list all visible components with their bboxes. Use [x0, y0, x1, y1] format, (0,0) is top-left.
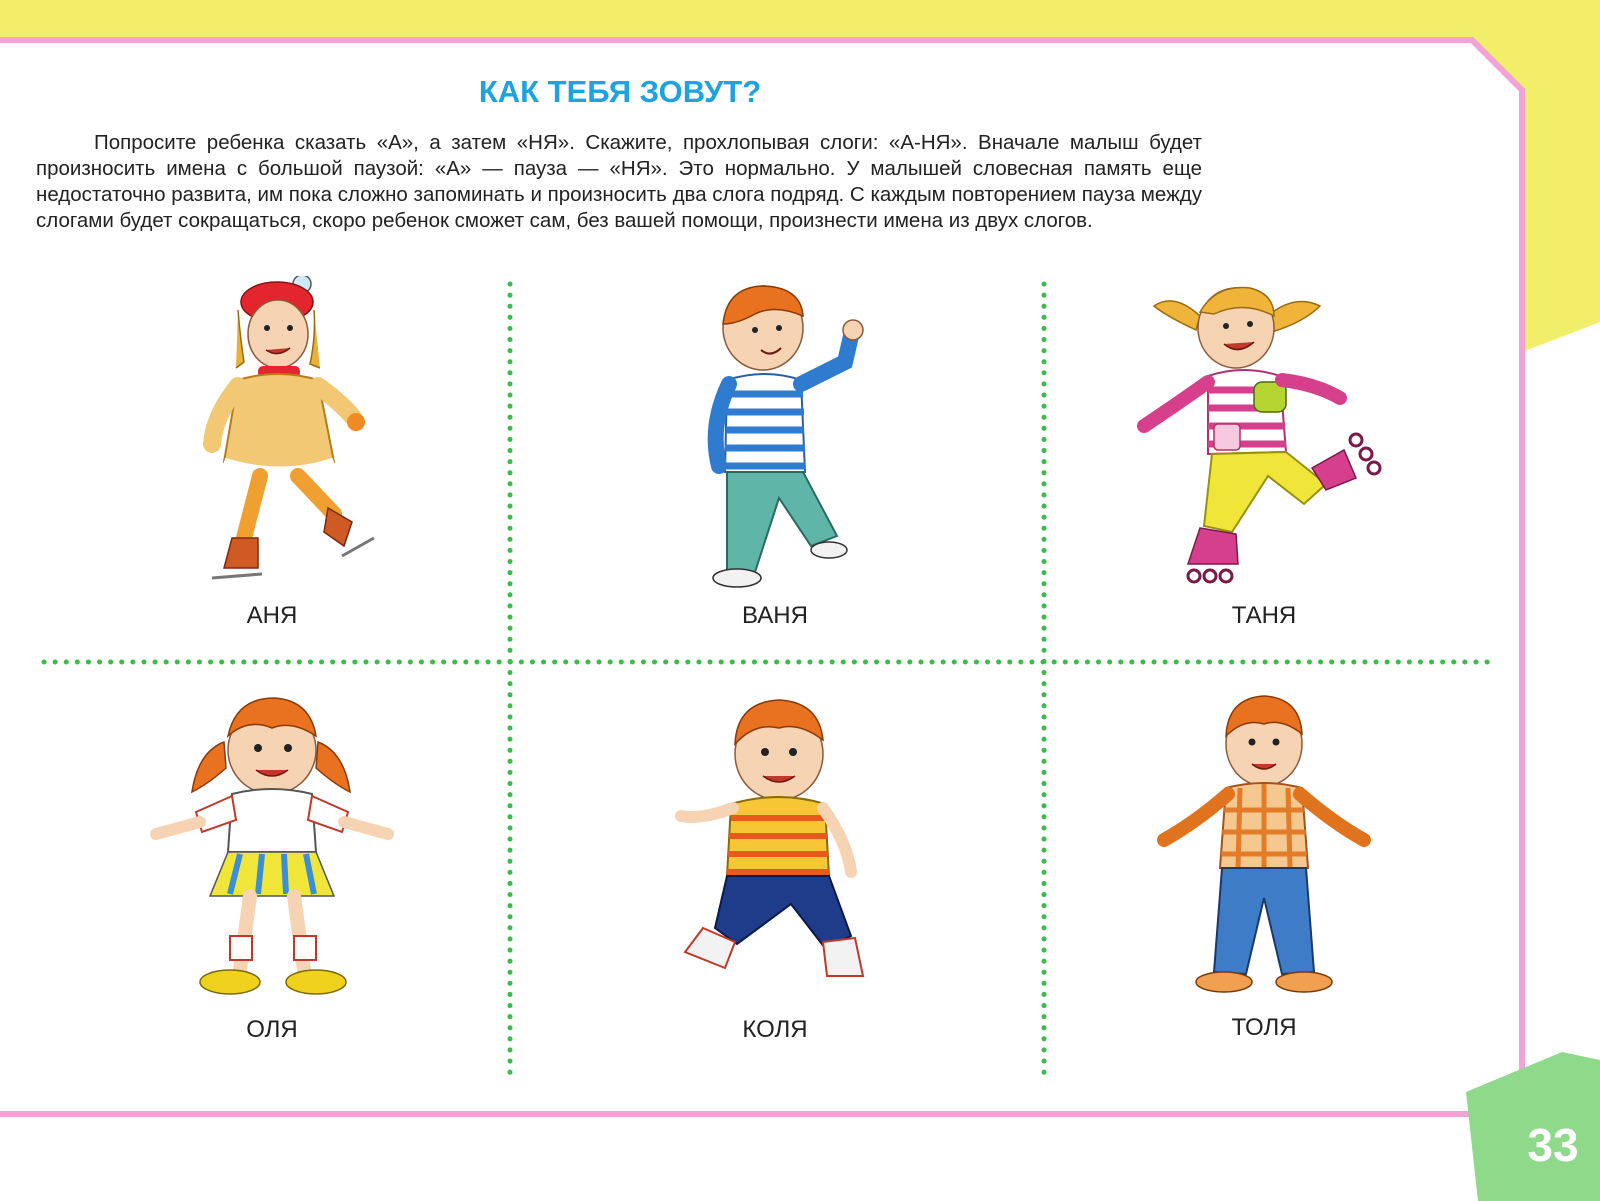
card-name-label: ТАНЯ	[1231, 602, 1297, 629]
name-card-6	[1104, 692, 1424, 1041]
boy-striped-shirt-icon	[615, 276, 935, 606]
card-name-label: ТОЛЯ	[1231, 1014, 1297, 1041]
card-name-label: АНЯ	[246, 602, 298, 629]
card-name-label: КОЛЯ	[742, 1016, 808, 1043]
page-title: КАК ТЕБЯ ЗОВУТ?	[478, 74, 762, 109]
boy-walking-icon	[615, 692, 935, 1022]
page-number: 33	[1527, 1119, 1579, 1171]
name-card-3	[1104, 276, 1424, 629]
girl-pigtails-skirt-icon	[112, 692, 432, 1022]
girl-ice-skater-icon	[112, 276, 432, 606]
card-name-label: ВАНЯ	[742, 602, 808, 629]
name-card-5	[615, 692, 935, 1043]
name-card-2	[615, 276, 935, 629]
intro-paragraph: Попросите ребенка сказать «А», а затем «НЯ». Скажите, прохлопывая слоги: «А-НЯ». Вначале малыш будет произносить имена с большой паузой: «А» — пауза — «НЯ». Это нормально. У малышей словесная память еще недостаточно развита, им пока сложно запоминать и произносить два слога подряд. С каждым повторением пауза между слогами будет сокращаться, скоро ребенок сможет сам, без вашей помощи, произнести имена из двух слогов.	[36, 131, 1202, 232]
girl-roller-skater-icon	[1104, 276, 1424, 606]
name-card-1	[112, 276, 432, 629]
name-card-4	[112, 692, 432, 1043]
card-name-label: ОЛЯ	[246, 1016, 298, 1043]
boy-plaid-shirt-icon	[1104, 692, 1424, 1022]
